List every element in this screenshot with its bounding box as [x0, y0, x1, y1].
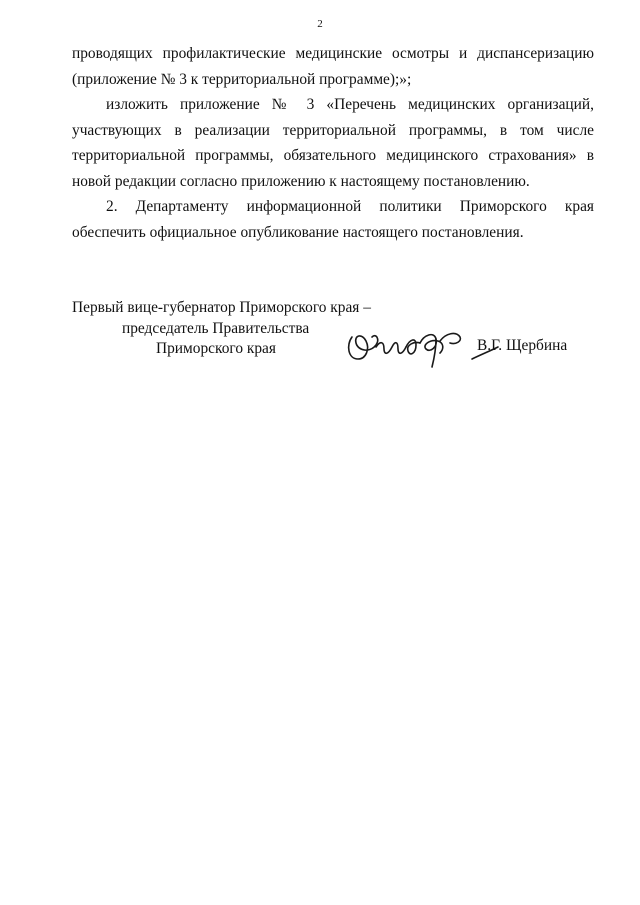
paragraph-continuation: проводящих профилактические медицинские осмотры и диспансеризацию (приложение № 3 к территориальной программе);»;: [72, 45, 594, 88]
signatory-position-line-2: председатель Правительства: [122, 320, 310, 337]
signature-stroke: [349, 336, 378, 359]
document-body: [72, 41, 594, 245]
handwritten-signature: [340, 319, 500, 374]
signatory-name: В.Г. Щербина: [477, 337, 568, 354]
signatory-position-line-1: Первый вице-губернатор Приморского края –: [72, 299, 371, 316]
signature-stroke: [440, 334, 460, 344]
signature-block: [72, 297, 612, 377]
signatory-position-line-3: Приморского края: [156, 340, 276, 357]
signature-stroke: [406, 340, 420, 354]
page-number: 2: [317, 18, 323, 30]
signature-stroke: [376, 343, 406, 354]
paragraph-clause-2: 2. Департаменту информационной политики Приморского края обеспечить официальное опубликование настоящего постановления.: [72, 198, 594, 241]
signature-stroke: [432, 339, 436, 367]
paragraph-amendment: изложить приложение № 3 «Перечень медицинских организаций, участвующих в реализации территориальной программы, в том числе территориальной программы, обязательного медицинского страхования» в новой редакции согласно приложению к настоящему постановлению.: [72, 96, 594, 190]
signature-stroke: [420, 335, 443, 353]
